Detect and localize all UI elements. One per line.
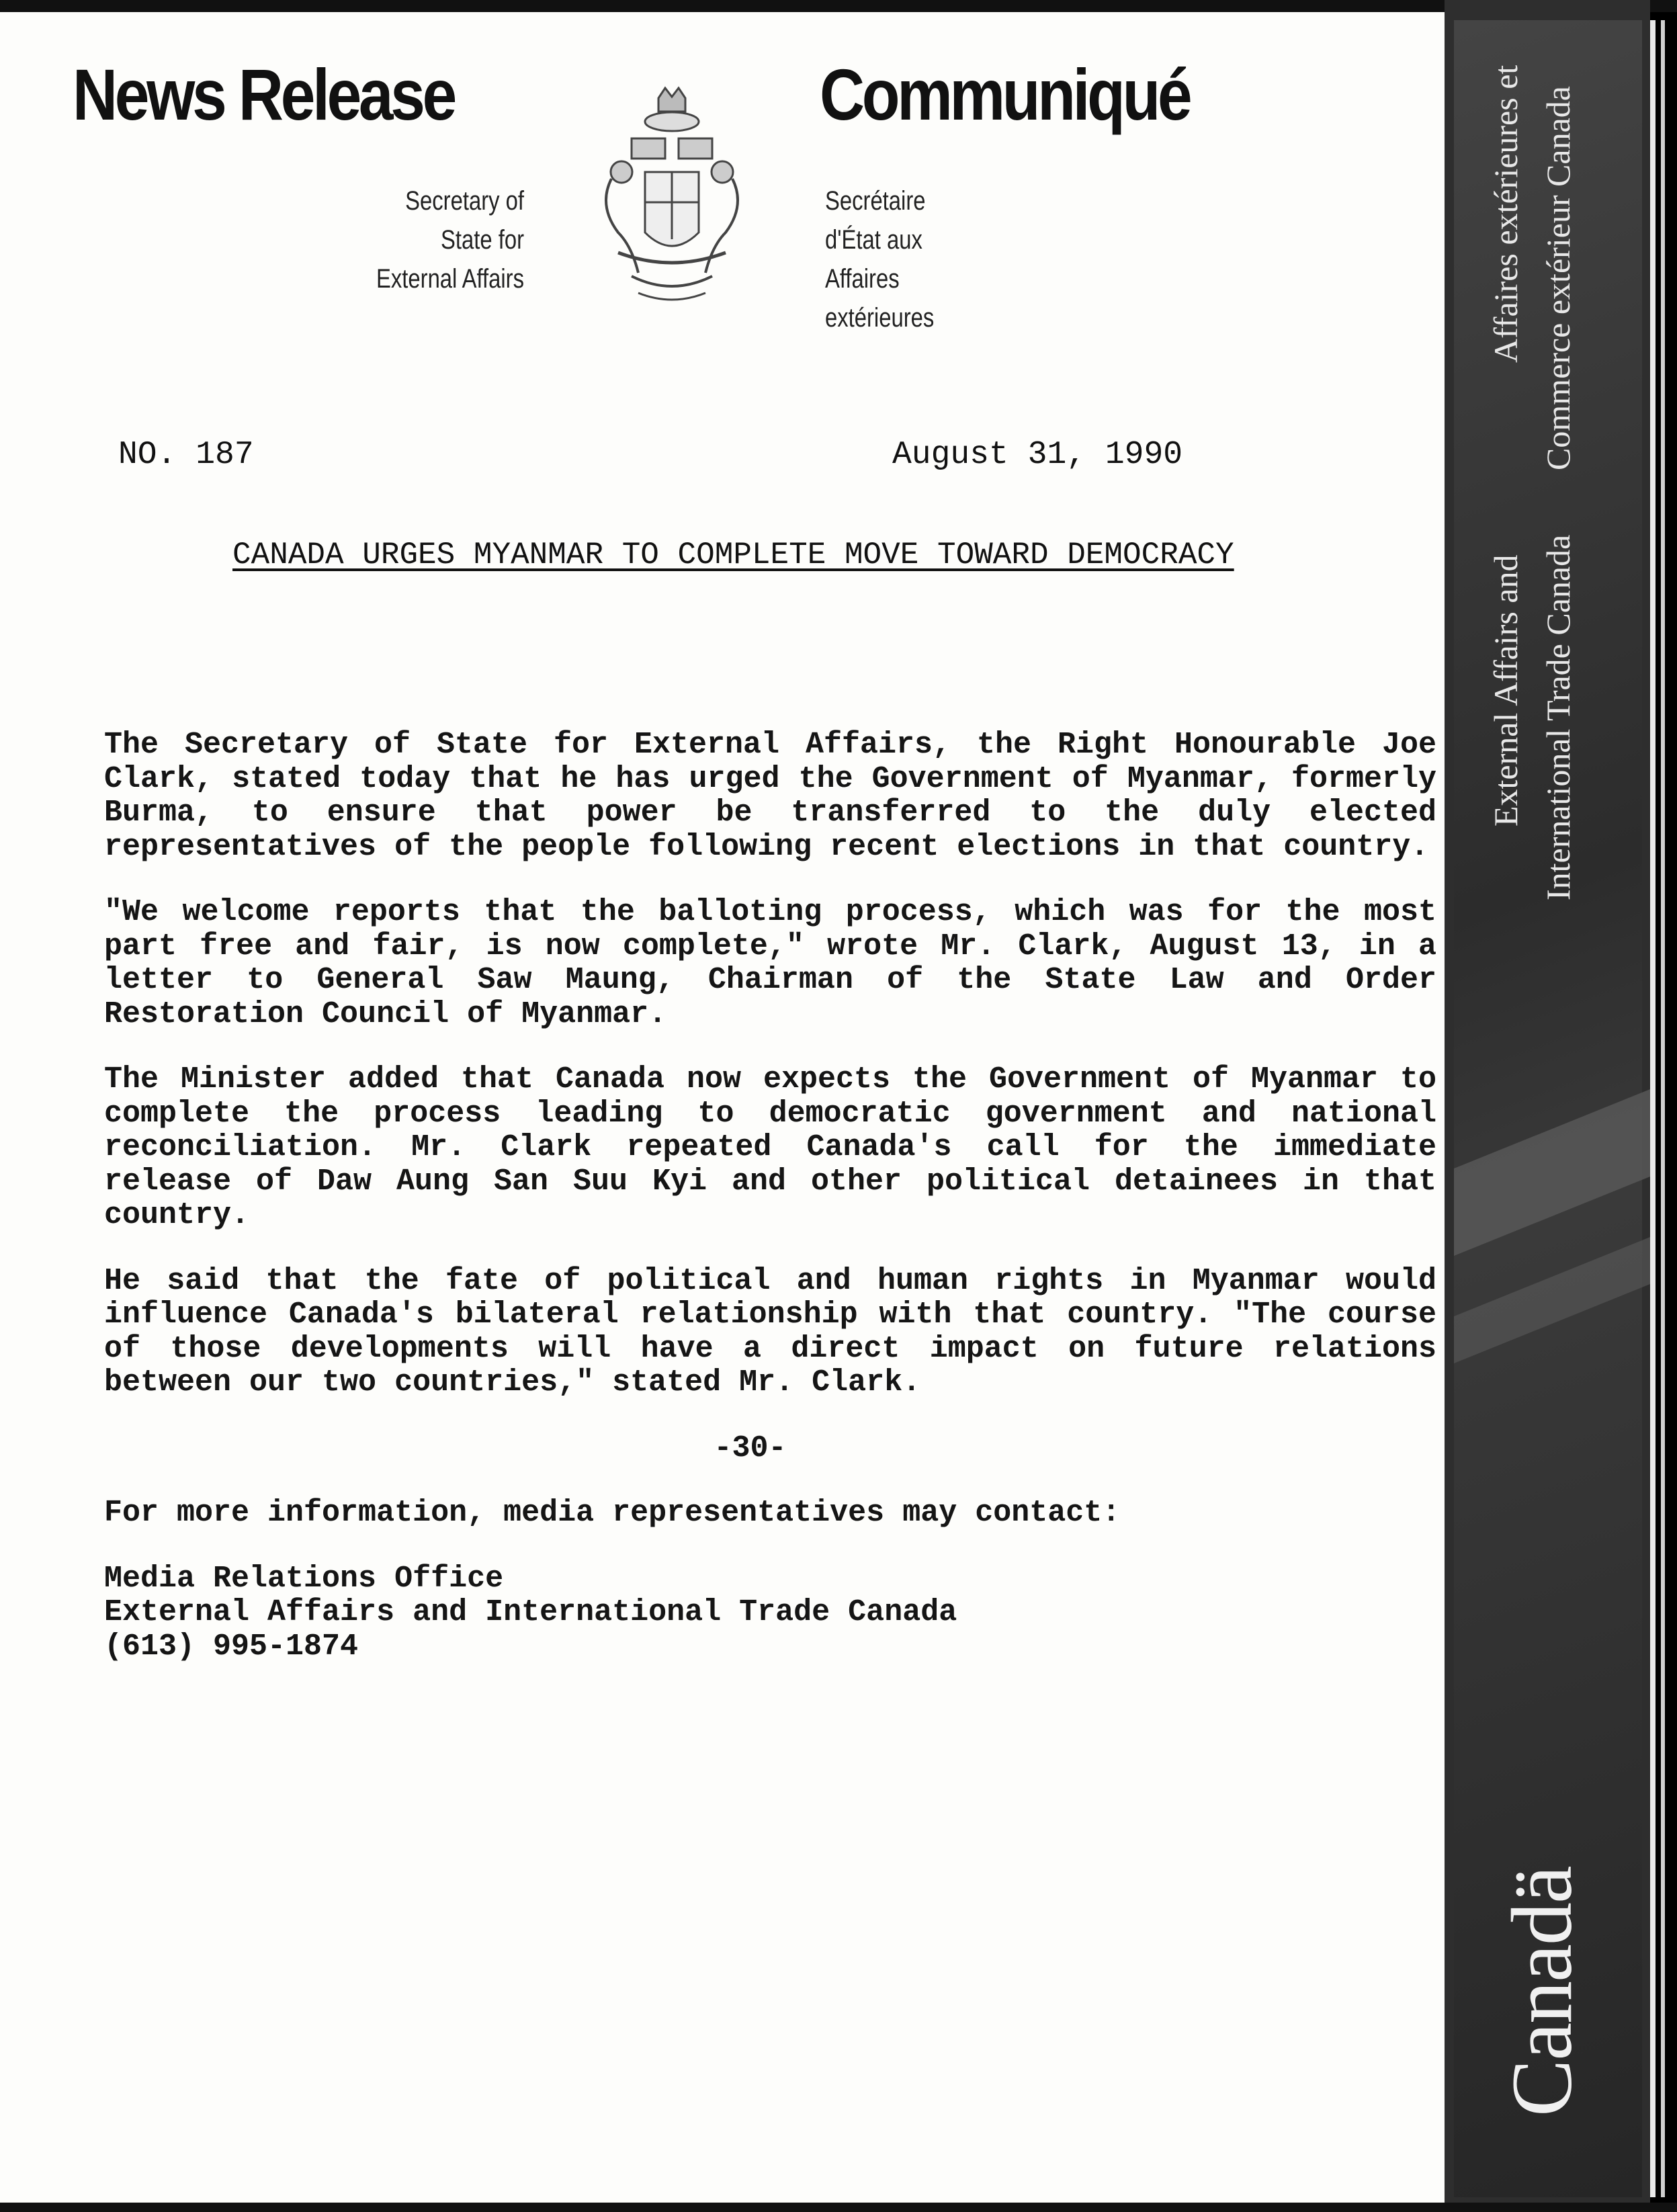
release-headline: CANADA URGES MYANMAR TO COMPLETE MOVE TOWARD DEMOCRACY bbox=[232, 538, 1234, 572]
contact-block bbox=[104, 1562, 1436, 1664]
department-english-line: Secretary of bbox=[405, 186, 524, 216]
contact-phone: (613) 995-1874 bbox=[104, 1629, 359, 1664]
canada-coat-of-arms-icon bbox=[591, 85, 752, 313]
release-number: NO. 187 bbox=[118, 437, 254, 473]
scan-page-edge bbox=[1661, 20, 1665, 2197]
scan-bottom-edge bbox=[0, 2203, 1677, 2212]
canada-wordmark: Canadä bbox=[1494, 1867, 1590, 2117]
body-paragraph: "We welcome reports that the balloting process, which was for the most part free and fair, is now complete," wrote Mr. Clark, August 13, in a letter to General Saw Maung, Chairman of the State Law and Order Restoration Council of Myanmar. bbox=[104, 895, 1436, 1031]
body-paragraph: He said that the fate of political and human rights in Myanmar would influence Canada's bilateral relationship with that country. "The course of those developments will have a direct impact on future relations between our two countries," stated Mr. Clark. bbox=[104, 1263, 1436, 1400]
department-english-line: State for bbox=[441, 225, 524, 255]
contact-intro: For more information, media representatives may contact: bbox=[104, 1496, 1121, 1530]
scan-page-edge bbox=[1650, 20, 1656, 2197]
department-french-line: d'État aux bbox=[825, 225, 922, 255]
department-english-line: External Affairs bbox=[376, 264, 524, 294]
release-body bbox=[104, 728, 1436, 1664]
department-french-line: Affaires bbox=[825, 264, 900, 294]
department-french-line: extérieures bbox=[825, 303, 935, 333]
release-date: August 31, 1990 bbox=[892, 437, 1183, 473]
sidebar-french-line-1: Affaires extérieures et bbox=[1487, 65, 1524, 363]
scan-top-edge bbox=[0, 0, 1677, 12]
title-french: Communiqué bbox=[820, 54, 1190, 135]
end-mark: -30- bbox=[714, 1431, 787, 1465]
sidebar-french-line-2: Commerce extérieur Canada bbox=[1539, 86, 1577, 470]
body-paragraph: The Secretary of State for External Affairs, the Right Honourable Joe Clark, stated today that he has urged the Government of Myanmar, formerly Burma, to ensure that power be transferred to the duly elected representatives of the people following recent elections in that country. bbox=[104, 728, 1436, 864]
title-english: News Release bbox=[73, 54, 455, 135]
contact-office: Media Relations Office bbox=[104, 1561, 504, 1596]
department-english bbox=[348, 181, 524, 298]
news-release-page bbox=[0, 12, 1445, 2203]
contact-department: External Affairs and International Trade Canada bbox=[104, 1595, 957, 1629]
department-french-line: Secrétaire bbox=[825, 186, 926, 216]
sidebar-english-line-2: International Trade Canada bbox=[1539, 534, 1577, 900]
department-french bbox=[825, 181, 1023, 337]
body-paragraph: The Minister added that Canada now expects the Government of Myanmar to complete the process leading to democratic government and national reconciliation. Mr. Clark repeated Canada's call for the immediate release of Daw Aung San Suu Kyi and other political detainees in that country. bbox=[104, 1062, 1436, 1232]
sidebar-english-line-1: External Affairs and bbox=[1487, 554, 1524, 826]
